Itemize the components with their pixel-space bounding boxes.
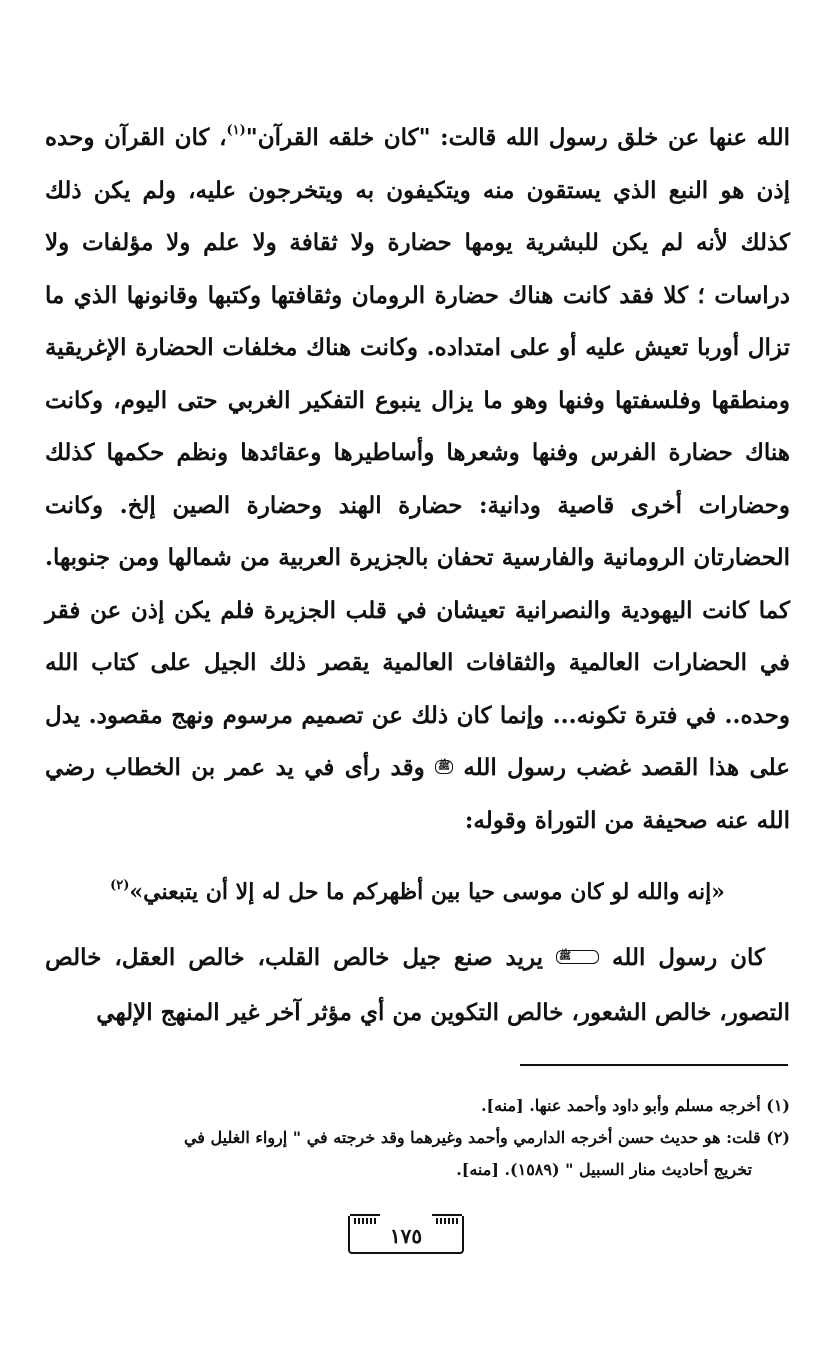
footnote-divider — [520, 1064, 788, 1066]
second-paragraph — [45, 930, 790, 1040]
paragraph-text: الله عنها عن خلق رسول الله قالت: "كان خلقه القرآن" — [245, 124, 790, 151]
paragraph-text: كان رسول الله — [612, 944, 765, 971]
quote-text: «إنه والله لو كان موسى حيا بين أظهركم ما حل له إلا أن يتبعني» — [129, 879, 725, 905]
paragraph-text: ، كان القرآن وحده إذن هو النبع الذي يستقون منه ويتكيفون به ويتخرجون عليه، ولم يكن ذلك كذلك لأنه لم يكن للبشرية يومها حضارة ولا ثقافة ولا علم ولا مؤلفات ولا دراسات ؛ كلا فقد كانت هناك حضارة الرومان وثقافتها وكتبها وقانونها الذي ما تزال أوربا تعيش عليه أو على امتداده. وكانت هناك مخلفات الحضارة الإغريقية ومنطقها وفلسفتها وفنها وهو ما يزال ينبوع التفكير الغربي حتى اليوم، وكانت هناك حضارة الفرس وفنها وشعرها وأساطيرها وعقائدها ونظم حكمها كذلك وحضارات أخرى قاصية ودانية: حضارة الهند وحضارة الصين إلخ. وكانت الحضارتان الرومانية والفارسية تحفان بالجزيرة العربية من شمالها ومن جنوبها. كما كانت اليهودية والنصرانية تعيشان في قلب الجزيرة فلم يكن إذن عن فقر في الحضارات العالمية والثقافات العالمية يقصر ذلك الجيل على كتاب الله وحده.. في فترة تكونه... وإنما كان ذلك عن تصميم مرسوم ونهج مقصود. يدل على هذا القصد غضب رسول الله — [45, 124, 790, 781]
footnote-2: (٢) قلت: هو حديث حسن أخرجه الدارمي وأحمد وغيرهما وقد خرجته في " إرواء الغليل في — [183, 1128, 790, 1147]
salla-symbol-icon: ﷺ — [556, 950, 599, 964]
main-paragraph — [45, 112, 790, 847]
footnote-marker-1[interactable]: (١) — [226, 123, 246, 139]
hadith-quote — [45, 866, 790, 918]
footnotes — [45, 1090, 790, 1186]
page-number: ١٧٥ — [389, 1224, 423, 1248]
footnote-2-continuation: تخريج أحاديث منار السبيل " (١٥٨٩). [منه]. — [456, 1160, 752, 1179]
page-number-frame — [348, 1216, 464, 1254]
salla-symbol-icon: ﷺ — [435, 760, 453, 774]
footnote-marker-2[interactable]: (٢) — [110, 877, 130, 893]
footnote-1: (١) أخرجه مسلم وأبو داود وأحمد عنها. [منه]. — [480, 1096, 790, 1115]
paragraph-text: يريد صنع جيل خالص القلب، خالص العقل، خالص التصور، خالص الشعور، خالص التكوين من أي مؤثر آخر غير المنهج الإلهي — [45, 944, 790, 1026]
paragraph-text: وقد رأى في يد عمر بن الخطاب رضي الله عنه صحيفة من التوراة وقوله: — [45, 754, 790, 834]
